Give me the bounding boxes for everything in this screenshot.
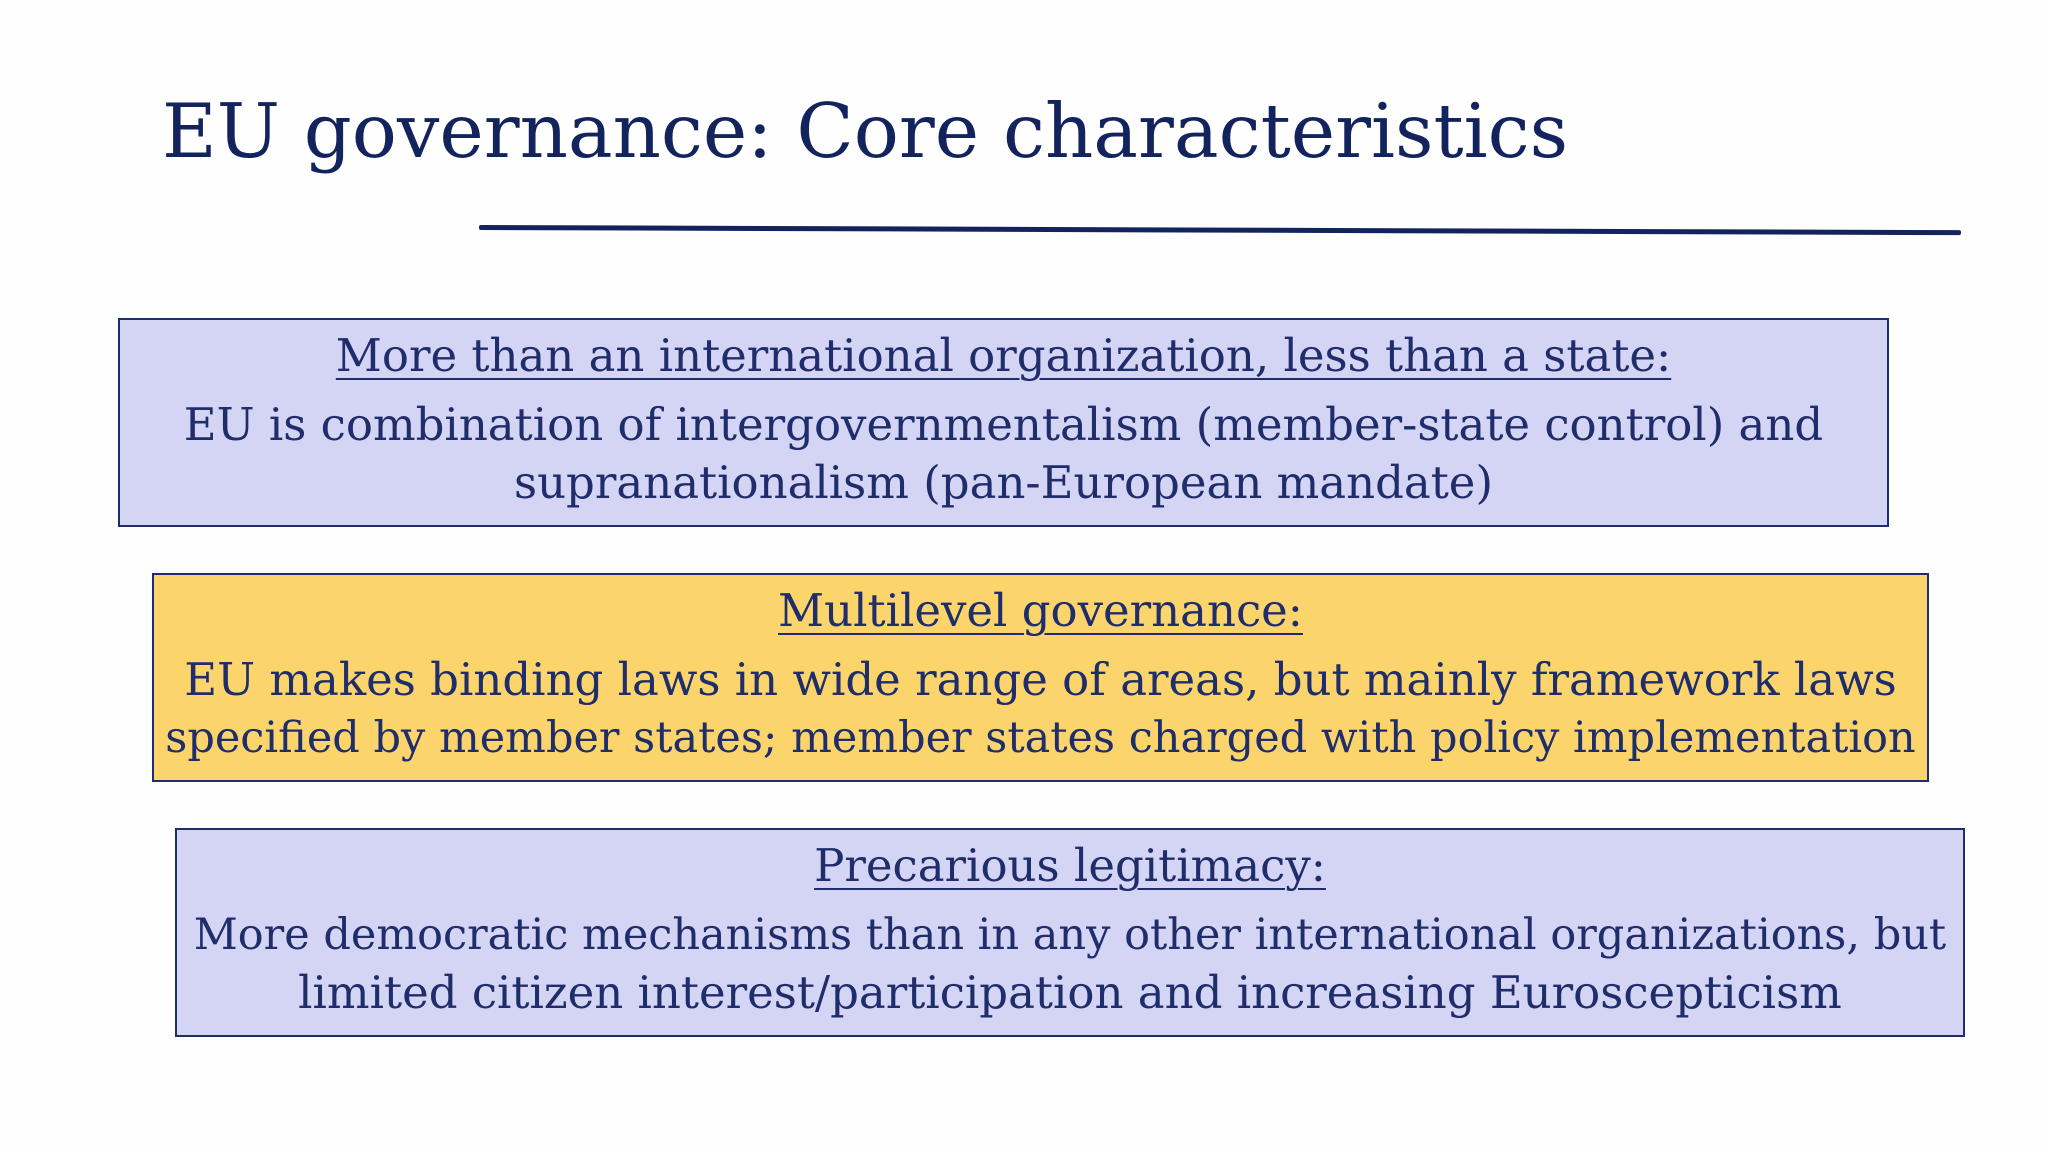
characteristic-box-legitimacy bbox=[175, 828, 1965, 1037]
box-body-line: More democratic mechanisms than in any other international organizations, but bbox=[193, 910, 1947, 960]
box-heading: More than an international organization, less than a state: bbox=[335, 329, 1672, 382]
box-body bbox=[177, 906, 1963, 1022]
box-heading: Precarious legitimacy: bbox=[814, 839, 1326, 892]
box-body bbox=[120, 396, 1887, 512]
box-body-line: EU makes binding laws in wide range of areas, but mainly framework laws bbox=[184, 653, 1897, 706]
characteristic-box-multilevel bbox=[152, 573, 1929, 782]
characteristic-box-organization bbox=[118, 318, 1889, 527]
box-heading: Multilevel governance: bbox=[778, 584, 1303, 637]
box-body-line: supranationalism (pan-European mandate) bbox=[513, 456, 1493, 509]
box-body-line: EU is combination of intergovernmentalism (member-state control) and bbox=[183, 398, 1824, 451]
box-body bbox=[154, 651, 1927, 767]
box-body-line: limited citizen interest/participation and increasing Euroscepticism bbox=[298, 966, 1842, 1019]
box-body-line: specified by member states; member states charged with policy implementation bbox=[165, 713, 1916, 763]
title-underline-rule bbox=[479, 225, 1961, 235]
slide-title: EU governance: Core characteristics bbox=[162, 87, 1569, 175]
